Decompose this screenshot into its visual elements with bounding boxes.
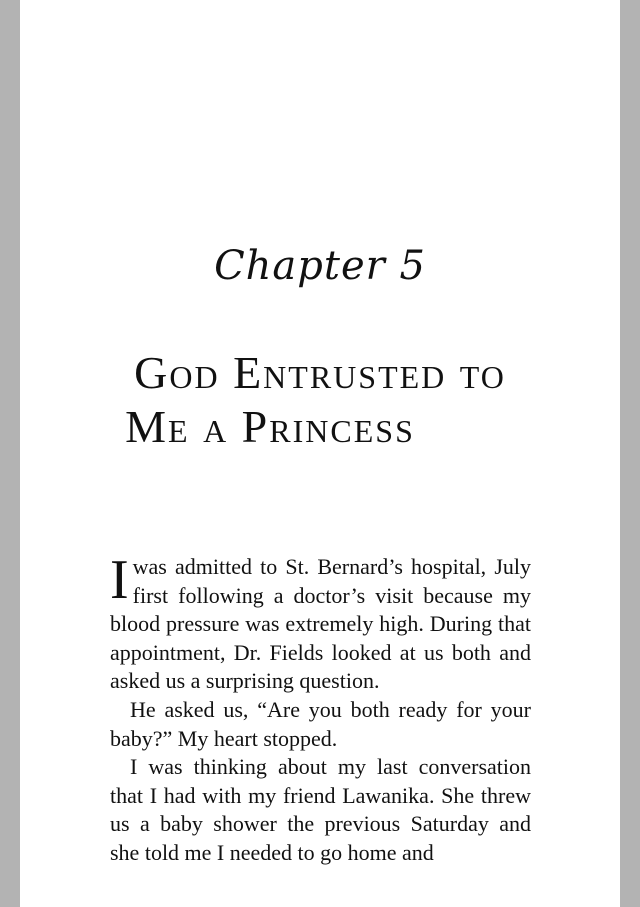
chapter-body — [110, 549, 531, 868]
paragraph-2: He asked us, “Are you both ready for your baby?” My heart stopped. — [110, 696, 531, 751]
paragraph-1 — [110, 549, 531, 696]
chapter-title-line-2: Me a Princess — [125, 401, 415, 452]
book-page — [20, 0, 620, 907]
drop-cap: I — [110, 549, 129, 611]
chapter-title-line-1: God Entrusted to — [134, 347, 506, 398]
chapter-number: Chapter 5 — [214, 243, 426, 289]
chapter-title — [20, 346, 620, 454]
paragraph-3: I was thinking about my last conversation that I had with my friend Lawanika. She threw us a baby shower the previous Saturday and she told me I needed to go home and — [110, 754, 531, 865]
paragraph-1-text: was admitted to St. Bernard’s hospital, July first following a doctor’s visit because my blood pressure was extremely high. During that appointment, Dr. Fields looked at us both and asked us a surprising question. — [110, 554, 531, 694]
